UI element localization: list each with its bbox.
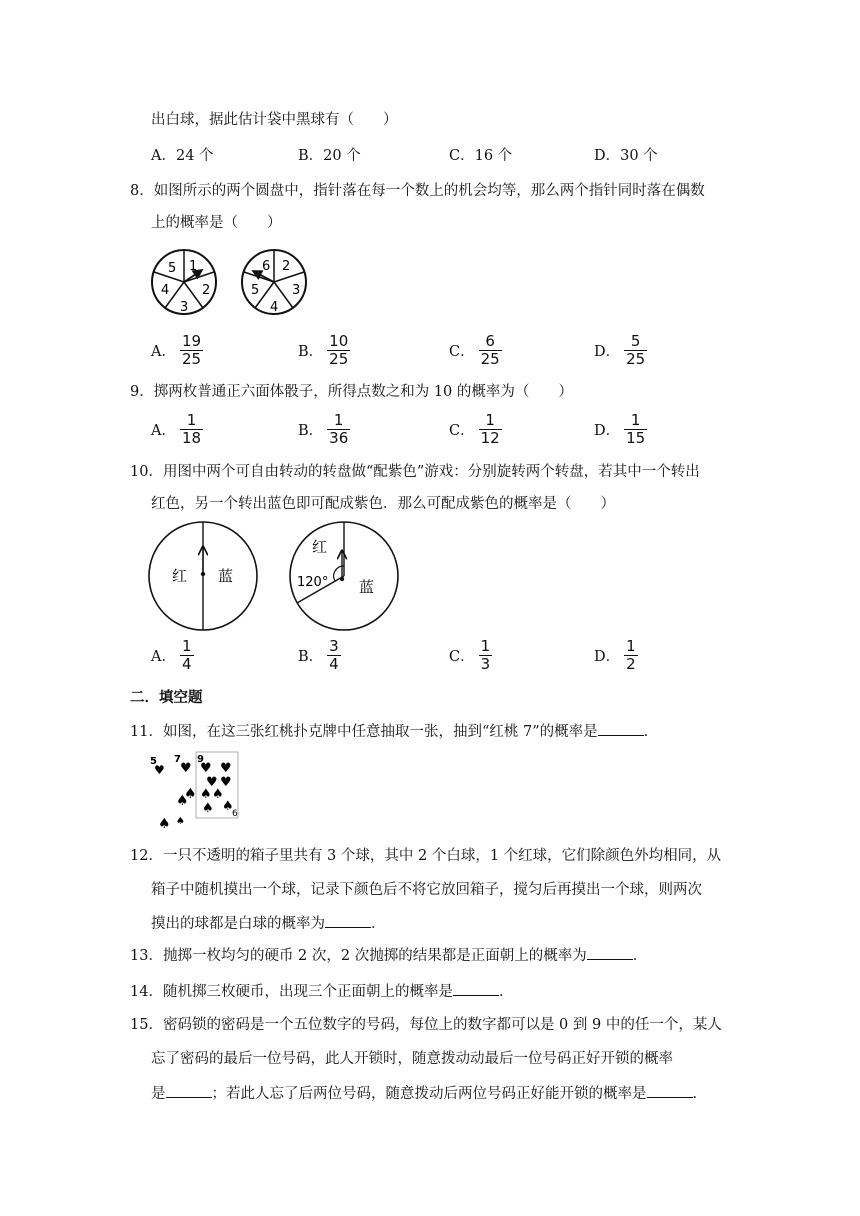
svg-text:6: 6: [232, 809, 238, 819]
q15-text-line2: 忘了密码的最后一位号码，此人开锁时，随意拨动动最后一位号码正好开锁的概率: [151, 1051, 673, 1067]
q14-text: [130, 981, 513, 1002]
denominator: 3: [480, 655, 491, 673]
q14-answer-blank[interactable]: [453, 981, 499, 996]
option-label: D．: [594, 423, 621, 439]
q8-option-d[interactable]: [594, 333, 647, 368]
option-label: A．: [151, 649, 176, 665]
option-label: A．: [151, 344, 176, 360]
option-label: D．: [594, 649, 621, 665]
denominator: 25: [626, 350, 646, 368]
q15-answer-blank-1[interactable]: [166, 1083, 212, 1098]
denominator: 36: [329, 429, 349, 447]
q9-option-d[interactable]: [594, 412, 647, 447]
q13-text: [130, 945, 647, 966]
q14-sentence: 14．随机掷三枚硬币，出现三个正面朝上的概率是: [130, 984, 453, 1000]
svg-text:♠: ♠: [200, 787, 212, 802]
q13-period: ．: [632, 948, 648, 964]
q7-option-a[interactable]: A．24 个: [151, 148, 214, 164]
card2-rank: 7: [174, 754, 181, 765]
numerator: 1: [630, 411, 641, 429]
q11-period: ．: [643, 724, 659, 740]
card-9-of-hearts: [196, 752, 238, 819]
fraction: [479, 638, 493, 673]
fraction: [180, 638, 194, 673]
option-label: C．: [449, 649, 475, 665]
disk2-label-4: 5: [251, 283, 260, 298]
svg-text:♥: ♥: [220, 761, 232, 776]
fraction: [624, 333, 647, 368]
q12-sentence: 摸出的球都是白球的概率为: [151, 916, 325, 932]
fraction: [624, 638, 638, 673]
q11-playing-cards-figure: [146, 750, 246, 832]
svg-text:♥: ♥: [180, 761, 192, 776]
q10-text-line2: 红色，另一个转出蓝色即可配成紫色．那么可配成紫色的概率是（ ）: [151, 496, 615, 512]
svg-text:♠: ♠: [222, 799, 234, 814]
fraction: [180, 333, 203, 368]
q10-option-a[interactable]: [151, 638, 194, 673]
option-label: C．: [449, 423, 475, 439]
denominator: 4: [329, 655, 339, 673]
q10-wheel-2: [290, 522, 398, 630]
q8-disk-2: [242, 250, 306, 315]
disk2-label-2: 3: [292, 283, 301, 298]
svg-text:♠: ♠: [184, 786, 197, 802]
wheel1-right-label: 蓝: [218, 567, 234, 585]
denominator: 18: [181, 429, 202, 447]
svg-text:♥: ♥: [200, 761, 212, 776]
disk1-label-4: 4: [161, 283, 170, 298]
wheel2-right-label: 蓝: [359, 578, 375, 596]
disk1-label-2: 2: [202, 283, 211, 298]
fraction: [479, 412, 502, 447]
wheel2-angle-label: 120°: [297, 575, 329, 590]
denominator: 25: [329, 350, 349, 368]
disk1-label-3: 3: [180, 300, 189, 315]
denominator: 25: [480, 350, 500, 368]
option-label: B．: [298, 649, 324, 665]
q10-option-c[interactable]: [449, 638, 492, 673]
q11-text: [130, 721, 658, 742]
denominator: 12: [480, 429, 500, 447]
svg-text:♥: ♥: [206, 775, 218, 790]
numerator: 3: [329, 637, 339, 655]
card-7-of-hearts: [174, 754, 197, 827]
numerator: 1: [181, 637, 192, 655]
card-5-of-hearts: [150, 756, 171, 832]
q13-sentence: 13．抛掷一枚均匀的硬币 2 次，2 次抛掷的结果都是正面朝上的概率为: [130, 948, 587, 964]
denominator: 25: [181, 350, 202, 368]
svg-text:♠: ♠: [158, 816, 171, 832]
q10-option-d[interactable]: [594, 638, 638, 673]
fraction: [180, 412, 203, 447]
disk2-label-3: 4: [270, 300, 279, 315]
numerator: 1: [485, 411, 495, 429]
q10-wheel-1: [149, 522, 257, 630]
q9-text: 9．掷两枚普通正六面体骰子，所得点数之和为 10 的概率为（ ）: [130, 384, 573, 400]
denominator: 15: [626, 429, 646, 447]
card3-rank: 9: [197, 754, 204, 765]
q8-option-a[interactable]: [151, 333, 203, 368]
fraction: [327, 638, 341, 673]
q7-option-d[interactable]: D．30 个: [594, 148, 658, 164]
q15-text-line3: [151, 1083, 707, 1104]
q12-text-line1: 12．一只不透明的箱子里共有 3 个球，其中 2 个白球，1 个红球，它们除颜色外均相同，从: [130, 848, 722, 864]
q8-disk-1: [152, 250, 216, 315]
fraction: [479, 333, 502, 368]
disk1-label-1: 1: [189, 259, 198, 274]
section-heading-fill-blank: 二．填空题: [130, 689, 203, 706]
svg-text:♥: ♥: [154, 763, 165, 777]
q9-option-b[interactable]: [298, 412, 350, 447]
numerator: 1: [626, 637, 636, 655]
wheel1-left-label: 红: [172, 567, 188, 585]
fraction: [327, 333, 350, 368]
fraction: [624, 412, 647, 447]
disk1-label-0: 5: [168, 261, 177, 276]
q12-text-line3: [151, 913, 386, 934]
q12-text-line2: 箱子中随机摸出一个球，记录下颜色后不将它放回箱子，搅匀后再摸出一个球，则两次: [151, 882, 702, 898]
q7-option-c[interactable]: C．16 个: [449, 148, 513, 164]
q8-option-c[interactable]: [449, 333, 502, 368]
q10-text-line1: 10．用图中两个可自由转动的转盘做“配紫色”游戏：分别旋转两个转盘，若其中一个转出: [130, 464, 700, 480]
disk2-label-1: 2: [282, 259, 291, 274]
numerator: 1: [186, 411, 197, 429]
numerator: 5: [630, 332, 641, 350]
denominator: 4: [181, 655, 192, 673]
q12-period: ．: [371, 916, 386, 932]
svg-text:♠: ♠: [176, 793, 189, 809]
svg-text:♠: ♠: [202, 801, 214, 816]
denominator: 2: [626, 655, 636, 673]
q8-spinner-figure: [146, 244, 326, 320]
q9-option-a[interactable]: [151, 412, 203, 447]
numerator: 19: [181, 332, 202, 350]
q7-text: 出白球，据此估计袋中黑球有（ ）: [151, 112, 398, 128]
wheel2-top-label: 红: [312, 538, 328, 556]
q15-sentence-a: 是: [151, 1086, 166, 1102]
svg-text:♠: ♠: [176, 816, 185, 827]
disk2-label-0: 6: [262, 259, 271, 274]
q13-answer-blank[interactable]: [587, 945, 633, 960]
numerator: 10: [329, 332, 349, 350]
fraction: [327, 412, 350, 447]
q8-text-line1: 8．如图所示的两个圆盘中，指针落在每一个数上的机会均等，那么两个指针同时落在偶数: [130, 183, 705, 199]
numerator: 1: [480, 637, 491, 655]
svg-text:♠: ♠: [212, 787, 224, 802]
numerator: 1: [333, 411, 344, 429]
card1-rank: 5: [150, 756, 157, 767]
q15-text-line1: 15．密码锁的密码是一个五位数字的号码，每位上的数字都可以是 0 到 9 中的任一个，某人: [130, 1017, 722, 1033]
q15-sentence-b: ；若此人忘了后两位号码，随意拨动后两位号码正好能开锁的概率是: [211, 1086, 647, 1102]
q11-answer-blank[interactable]: [598, 721, 644, 736]
option-label: B．: [298, 344, 324, 360]
q14-period: ．: [498, 984, 514, 1000]
option-label: A．: [151, 423, 176, 439]
svg-text:♥: ♥: [220, 775, 232, 790]
q15-answer-blank-2[interactable]: [647, 1083, 693, 1098]
q8-option-b[interactable]: [298, 333, 350, 368]
q11-sentence: 11．如图，在这三张红桃扑克牌中任意抽取一张，抽到“红桃 7”的概率是: [130, 724, 598, 740]
option-label: B．: [298, 423, 324, 439]
q12-answer-blank[interactable]: [325, 913, 371, 928]
numerator: 6: [485, 332, 495, 350]
option-label: D．: [594, 344, 621, 360]
q8-text-line2: 上的概率是（ ）: [151, 215, 282, 231]
q7-option-b[interactable]: B．20 个: [298, 148, 361, 164]
q9-option-c[interactable]: [449, 412, 502, 447]
q10-wheels-figure: [146, 521, 406, 633]
q10-option-b[interactable]: [298, 638, 341, 673]
option-label: C．: [449, 344, 475, 360]
q15-period: ．: [692, 1086, 707, 1102]
